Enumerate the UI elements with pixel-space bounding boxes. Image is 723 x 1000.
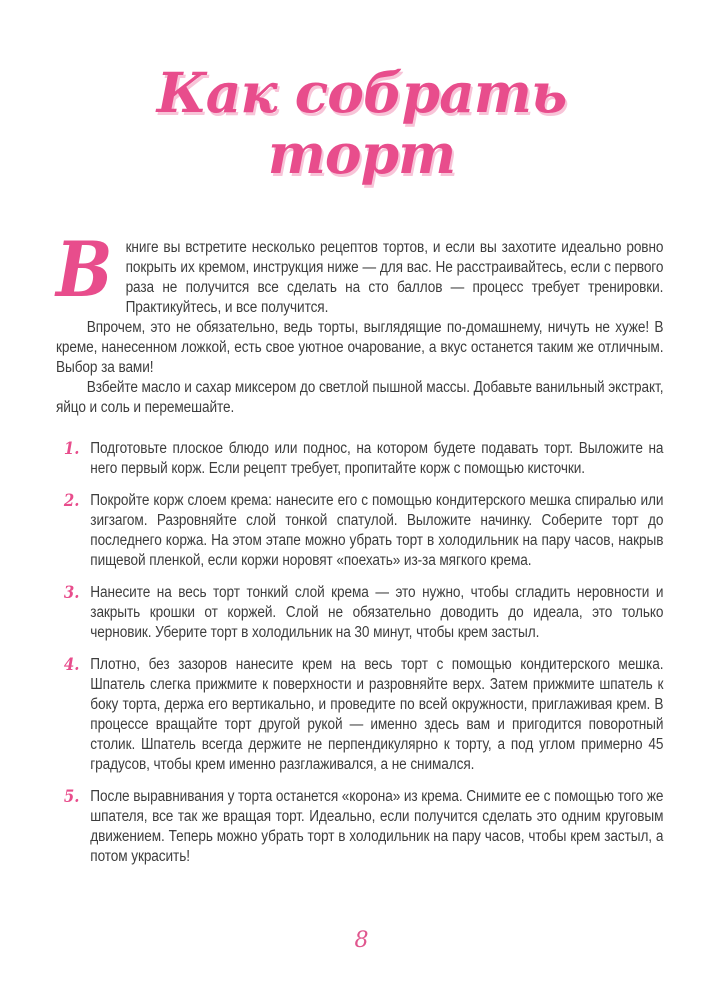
step-text: После выравнивания у торта останется «корона» из крема. Снимите ее с помощью того же шпателя, все так же вращая торт. Идеально, если получится сделать это одним круговым движением. Теперь можно убрать торт в холодильник на пару часов, чтобы крем застыл, а потом украсить!	[90, 788, 664, 865]
step-item-1	[56, 439, 663, 479]
intro-paragraph-1	[56, 225, 664, 318]
step-text: Покройте корж слоем крема: нанесите его с помощью кондитерского мешка спиралью или зигзагом. Разровняйте слой тонкой спатулой. Выложите начинку. Соберите торт до последнего коржа. На этом этапе можно убрать торт в холодильник на пару часов, накрыв пищевой пленкой, если коржи норовят «поехать» из-за мягкого крема.	[90, 492, 664, 569]
intro-paragraph-1-text: книге вы встретите несколько рецептов тортов, и если вы захотите идеально ровно покрыть их кремом, инструкция ниже — для вас. Не расстраивайтесь, если с первого раза не получится все сделать на сто баллов — процесс требует тренировки. Практикуйтесь, и все получится.	[125, 239, 664, 316]
content-area	[56, 225, 664, 867]
page-title	[0, 0, 723, 184]
step-text: Подготовьте плоское блюдо или поднос, на котором будете подавать торт. Выложите на него первый корж. Если рецепт требует, пропитайте корж с помощью кисточки.	[90, 440, 664, 477]
step-number: 5.	[63, 787, 80, 807]
step-text: Плотно, без зазоров нанесите крем на весь торт с помощью кондитерского мешка. Шпатель слегка прижмите к поверхности и разровняйте верх. Затем прижмите шпатель к боку торта, держа его вертикально, и проведите по всей окружности, приглаживая крем. В процессе вращайте торт другой рукой — именно здесь вам и пригодится поворотный столик. Шпатель всегда держите не перпендикулярно к торту, а под углом примерно 45 градусов, чтобы крем именно разглаживался, а не снимался.	[90, 656, 664, 773]
intro-paragraph-3: Взбейте масло и сахар миксером до светлой пышной массы. Добавьте ванильный экстракт, яйцо и соль и перемешайте.	[56, 379, 664, 416]
intro-section	[56, 225, 664, 418]
intro-paragraph-2: Впрочем, это не обязательно, ведь торты, выглядящие по-домашнему, ничуть не хуже! В креме, нанесенном ложкой, есть свое уютное очарование, а вкус останется таким же отличным. Выбор за вами!	[56, 319, 664, 376]
step-item-2	[56, 491, 663, 571]
step-item-4	[56, 655, 663, 775]
step-number: 4.	[63, 655, 80, 675]
drop-cap: В	[56, 225, 113, 314]
step-number: 2.	[63, 491, 80, 511]
step-number: 3.	[63, 583, 80, 603]
steps-list	[56, 439, 663, 867]
page-title-line2: торт	[267, 121, 456, 186]
step-item-5	[56, 787, 663, 867]
step-number: 1.	[63, 439, 80, 459]
step-item-3	[56, 583, 663, 643]
page-number: 8	[354, 928, 369, 953]
step-text: Нанесите на весь торт тонкий слой крема — это нужно, чтобы сгладить неровности и закрыть крошки от коржей. Слой не обязательно доводить до идеала, это только черновик. Уберите торт в холодильник на 30 минут, чтобы крем застыл.	[90, 584, 664, 641]
page-title-line1: Как собрать	[156, 60, 567, 125]
